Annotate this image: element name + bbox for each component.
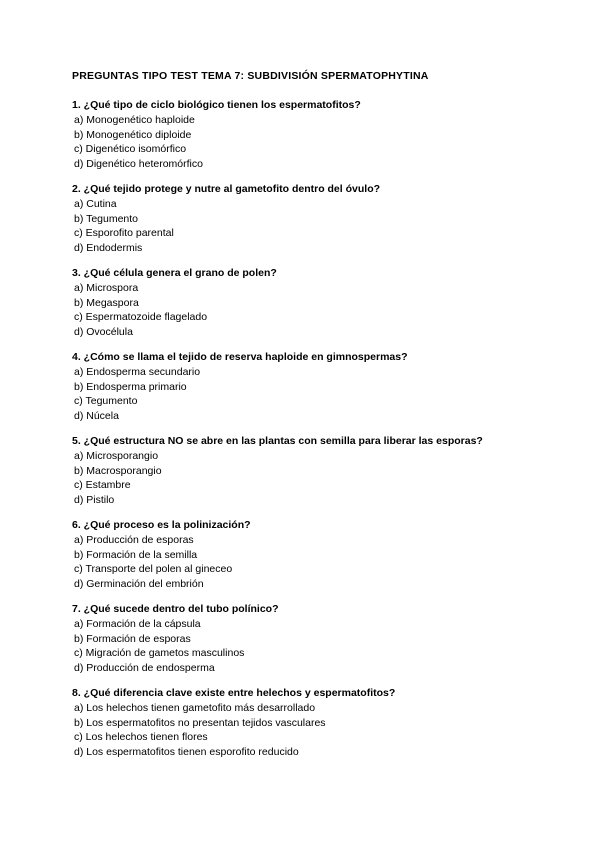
answer-option-d: d) Digenético heteromórfico xyxy=(74,157,203,170)
answer-option-b: b) Los espermatofitos no presentan tejidos vasculares xyxy=(74,716,326,729)
answer-option-d: d) Endodermis xyxy=(74,241,143,254)
answer-option-a: a) Microsporangio xyxy=(74,450,159,462)
answer-option-c: c) Migración de gametos masculinos xyxy=(74,647,245,659)
answer-option-d: d) Pistilo xyxy=(74,493,115,506)
answer-option-d: d) Producción de endosperma xyxy=(74,661,215,674)
question-2 xyxy=(72,182,542,255)
answer-option-d: d) Núcela xyxy=(74,409,119,422)
answer-option-b: b) Megaspora xyxy=(74,296,139,309)
answer-option-a: a) Formación de la cápsula xyxy=(74,618,201,630)
answer-option-d: d) Germinación del embrión xyxy=(74,577,204,590)
answer-option-b: b) Macrosporangio xyxy=(74,464,162,477)
answer-option-a: a) Microspora xyxy=(74,282,139,294)
document-title: PREGUNTAS TIPO TEST TEMA 7: SUBDIVISIÓN SPERMATOPHYTINA xyxy=(72,70,429,82)
answer-option-c: c) Espermatozoide flagelado xyxy=(74,311,208,323)
question-8 xyxy=(72,686,542,759)
question-text: 1. ¿Qué tipo de ciclo biológico tienen los espermatofitos? xyxy=(72,99,361,111)
answer-option-a: a) Cutina xyxy=(74,198,117,210)
answer-option-b: b) Formación de la semilla xyxy=(74,548,198,561)
question-6 xyxy=(72,518,542,591)
answer-option-c: c) Transporte del polen al gineceo xyxy=(74,563,233,575)
answer-option-b: b) Tegumento xyxy=(74,212,139,225)
question-list xyxy=(72,98,542,770)
answer-option-b: b) Endosperma primario xyxy=(74,380,187,393)
answer-option-b: b) Monogenético diploide xyxy=(74,128,192,141)
question-4 xyxy=(72,350,542,423)
question-7 xyxy=(72,602,542,675)
answer-option-c: c) Digenético isomórfico xyxy=(74,143,187,155)
answer-option-c: c) Esporofito parental xyxy=(74,227,174,239)
question-text: 8. ¿Qué diferencia clave existe entre helechos y espermatofitos? xyxy=(72,687,396,699)
answer-option-c: c) Estambre xyxy=(74,479,131,491)
answer-option-a: a) Monogenético haploide xyxy=(74,114,195,126)
question-text: 5. ¿Qué estructura NO se abre en las plantas con semilla para liberar las esporas? xyxy=(72,435,483,447)
question-text: 4. ¿Cómo se llama el tejido de reserva haploide en gimnospermas? xyxy=(72,351,408,363)
answer-option-b: b) Formación de esporas xyxy=(74,632,191,645)
question-text: 7. ¿Qué sucede dentro del tubo polínico? xyxy=(72,603,279,615)
answer-option-d: d) Ovocélula xyxy=(74,325,133,338)
answer-option-c: c) Los helechos tienen flores xyxy=(74,731,208,743)
question-5 xyxy=(72,434,542,507)
question-1 xyxy=(72,98,542,171)
answer-option-d: d) Los espermatofitos tienen esporofito reducido xyxy=(74,745,299,758)
answer-option-c: c) Tegumento xyxy=(74,395,138,407)
question-text: 2. ¿Qué tejido protege y nutre al gametofito dentro del óvulo? xyxy=(72,183,381,195)
answer-option-a: a) Producción de esporas xyxy=(74,534,194,546)
question-text: 6. ¿Qué proceso es la polinización? xyxy=(72,519,251,531)
question-3 xyxy=(72,266,542,339)
answer-option-a: a) Endosperma secundario xyxy=(74,366,201,378)
question-text: 3. ¿Qué célula genera el grano de polen? xyxy=(72,267,277,279)
answer-option-a: a) Los helechos tienen gametofito más desarrollado xyxy=(74,702,316,714)
